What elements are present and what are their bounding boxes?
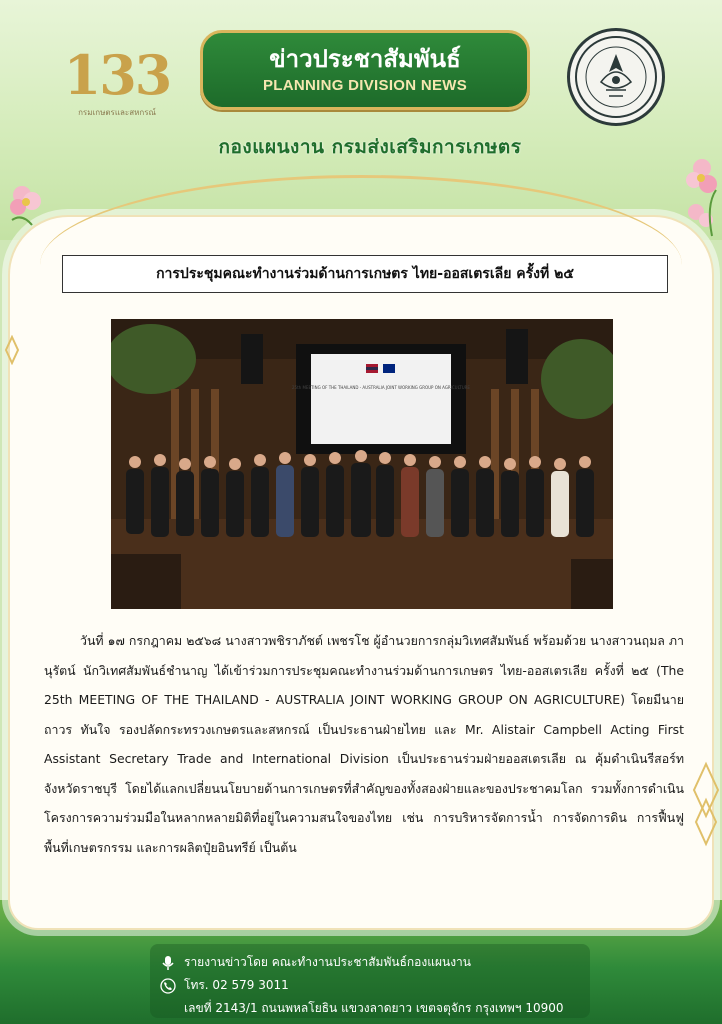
banner-title-english: PLANNING DIVISION NEWS (262, 76, 468, 94)
anniversary-number: 133 (63, 42, 171, 107)
footer-address-row (160, 997, 580, 1020)
meeting-photo (111, 319, 613, 609)
department-name: กองแผนงาน กรมส่งเสริมการเกษตร (218, 136, 522, 158)
banner-title-thai: ข่าวประชาสัมพันธ์ (269, 45, 461, 74)
article-body (44, 626, 684, 862)
anniversary-logo (62, 38, 172, 128)
footer-reporter-row (160, 951, 580, 974)
department-seal-icon (567, 28, 665, 126)
news-banner (200, 30, 530, 110)
article-body-paragraph: วันที่ ๑๗ กรกฎาคม ๒๕๖๘ นางสาวพชิราภัชต์ เพชรโช ผู้อำนวยการกลุ่มวิเทศสัมพันธ์ พร้อมด้วย นางสาวนฤมล ภานุรัตน์ นักวิเทศสัมพันธ์ชำนาญ ได้เข้าร่วมการประชุมคณะทำงานร่วมด้านการเกษตร ไทย-ออสเตรเลีย ครั้งที่ ๒๕ (The 25th MEETING OF THE THAILAND - AUSTRALIA JOINT WORKING GROUP ON AGRICULTURE) โดยมีนายถาวร ทันใจ รองปลัดกระทรวงเกษตรและสหกรณ์ เป็นประธานฝ่ายไทย และ Mr. Alistair Campbell Acting First Assistant Secretary Trade and International Division เป็นประธานร่วมฝ่ายออสเตรเลีย ณ คุ้มดำเนินรีสอร์ท จังหวัดราชบุรี โดยได้แลกเปลี่ยนนโยบายด้านการเกษตรที่สำคัญของทั้งสองฝ่ายและของประชาคมโลก รวมทั้งการดำเนินโครงการความร่วมมือในหลากหลายมิติที่อยู่ในความสนใจของไทย เช่น การบริหารจัดการน้ำ การจัดการดิน การฟื้นฟูพื้นที่เกษตรกรรม และการผลิตปุ๋ยอินทรีย์ เป็นต้น (44, 633, 684, 855)
footer-address: เลขที่ 2143/1 ถนนพหลโยธิน แขวงลาดยาว เขตจตุจักร กรุงเทพฯ 10900 (184, 1001, 564, 1015)
flower-decoration-icon (4, 335, 20, 365)
footer-phone-row (160, 974, 580, 997)
phone-icon (160, 978, 176, 994)
flower-decoration-icon (2, 175, 52, 235)
mic-icon (160, 955, 176, 971)
footer-reporter: รายงานข่าวโดย คณะทำงานประชาสัมพันธ์กองแผนงาน (184, 955, 471, 969)
anniversary-caption: กรมเกษตรและสหกรณ์ (78, 107, 156, 117)
article-title-box (62, 255, 668, 293)
article-title: การประชุมคณะทำงานร่วมด้านการเกษตร ไทย-ออสเตรเลีย ครั้งที่ ๒๕ (156, 266, 574, 282)
photo-screen-text: 25th MEETING OF THE THAILAND - AUSTRALIA JOINT WORKING GROUP ON AGRICULTURE (292, 385, 470, 390)
flower-decoration-icon (676, 150, 722, 240)
footer-contact (160, 951, 580, 1020)
flower-decoration-icon (690, 760, 722, 850)
footer-phone: โทร. 02 579 3011 (184, 978, 289, 992)
